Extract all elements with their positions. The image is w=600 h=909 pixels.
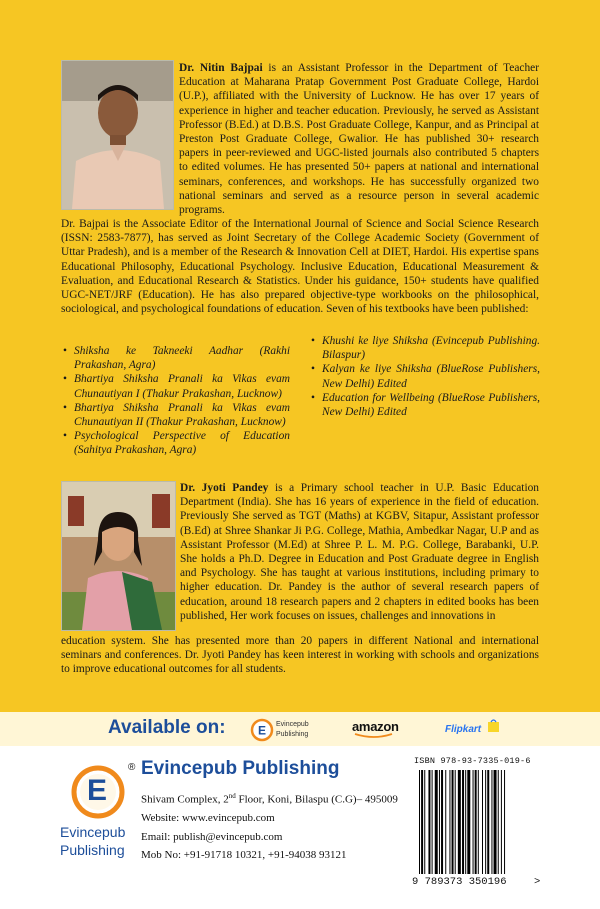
author1-bio-intro — [179, 61, 539, 217]
author2-photo — [61, 481, 176, 631]
barcode-bar — [462, 770, 464, 874]
books-list-right — [310, 334, 540, 419]
amazon-store-link[interactable] — [352, 718, 408, 740]
barcode-bar — [452, 770, 454, 874]
publisher-logo-letter: E — [87, 774, 108, 807]
isbn-digits: 9 789373 350196 — [412, 876, 507, 888]
flipkart-logo: Flipkart — [445, 724, 482, 735]
book-item: • Shiksha ke Takneeki Aadhar (Rakhi Prakashan, Agra) — [74, 344, 290, 372]
publisher-contact — [141, 789, 411, 863]
author1-bio-head: is an Assistant Professor in the Department of Teacher Education at Maharana Pratap Government Post Graduate College, Hardoi (U.P.), affiliated with the University of Lucknow. He has over 17 years of experience in higher and teacher education. Previously, he served as Assistant Professor (B.Ed.) at D.B.S. Post Graduate College, Kanpur, and as Principal at Preston Post Graduate College, Gwalior. He has published 30+ research papers in peer-reviewed and UGC-listed journals also contributed 5 chapters to edited volumes. He has presented 50+ papers at national and international seminars, conferences, and workshops. He has successfully organized two national seminars and served as a resource person in several academic programs. — [179, 62, 539, 217]
author2-bio-intro — [180, 481, 539, 623]
publisher-address: Shivam Complex, 2nd Floor, Koni, Bilaspu (C.G)– 495009 — [141, 792, 398, 806]
evincepub-store-link[interactable] — [250, 715, 330, 743]
author2-name: Dr. Jyoti Pandey — [180, 482, 269, 494]
author1-books-right — [310, 334, 540, 419]
publisher-website[interactable]: Website: www.evincepub.com — [141, 812, 275, 825]
evincepub-store-line1: Evincepub — [276, 721, 309, 728]
available-on-bar — [0, 712, 600, 746]
book-item: • Khushi ke liye Shiksha (Evincepub Publishing. Bilaspur) — [322, 334, 540, 362]
author2-bio-full-text: education system. She has presented more than 20 papers in different National and international seminars and conferences. Dr. Jyoti Pandey has keen interest in working with schools and organizations to improve educational outcomes for all students. — [61, 635, 539, 676]
publisher-logo-line1: Evincepub — [60, 824, 126, 840]
book-item: • Psychological Perspective of Education (Sahitya Prakashan, Agra) — [74, 429, 290, 457]
barcode-bar — [467, 770, 470, 874]
barcode-bar — [419, 770, 420, 874]
registered-mark: ® — [128, 762, 136, 773]
author1-bio-full — [61, 217, 539, 316]
barcode-bar — [473, 770, 474, 874]
barcode-bar — [498, 770, 499, 874]
publisher-logo — [58, 760, 138, 870]
barcode-bar — [432, 770, 433, 874]
author1-name: Dr. Nitin Bajpai — [179, 62, 263, 74]
evincepub-logo-icon — [250, 718, 274, 742]
book-item: • Bhartiya Shiksha Pranali ka Vikas evam Chunautiyan I (Thakur Prakashan, Lucknow) — [74, 372, 290, 400]
author2-bio-head: is a Primary school teacher in U.P. Basic Education Department (India). She has 16 years of experience in the field of education. Previously She served as TGT (Maths) at KGBV, Sitapur, Assistant professor (B.Ed) at Shree Shankar Ji P.G. College, Mathia, Ambedkar Nagar, U.P and as Assistant Professor (M.Ed) at Shree P. L. M. P.G. College, Barabanki, U.P. She holds a Ph.D. Degree in Education and Post Graduate degree in English and Psychology. She has taught at various institutions, including primary to higher education. Dr. Pandey is the author of several research papers of education, around 18 research papers and 2 chapters in edited books has been published, Her work focuses on issues, challenges and innovations in — [180, 482, 539, 622]
publisher-logo-line2: Publishing — [60, 842, 125, 858]
amazon-logo: amazon — [352, 719, 399, 734]
evincepub-store-line2: Publishing — [276, 731, 309, 738]
publisher-email[interactable]: Email: publish@evincepub.com — [141, 830, 283, 843]
isbn-label: ISBN 978-93-7335-019-6 — [414, 756, 531, 766]
author1-bio-full-text: Dr. Bajpai is the Associate Editor of the International Journal of Science and Social Science Research (ISSN: 2583-7877), has served as Joint Secretary of the College Academic Society (Government of Uttar Pradesh), and is a member of the Research & Innovation Cell at DIET, Hardoi. His expertise spans Educational Philosophy, Educational Psychology. Inclusive Education, Educational Measurement & Evaluation, and Educational Research & Statistics. Under his guidance, 150+ students have qualified UGC-NET/JRF (Education). He has also prepared objective-type workbooks on the philosophical, sociological, and psychological foundations of education. Seven of his textbooks have been published: — [61, 218, 539, 316]
book-item: • Bhartiya Shiksha Pranali ka Vikas evam Chunautiyan II (Thakur Prakashan, Lucknow) — [74, 401, 290, 429]
isbn-block — [412, 756, 544, 896]
barcode-bar — [501, 770, 502, 874]
barcode-bar — [435, 770, 438, 874]
barcode-bar — [458, 770, 461, 874]
barcode-bar — [465, 770, 466, 874]
barcode-bar — [485, 770, 486, 874]
book-item: • Kalyan ke liye Shiksha (BlueRose Publishers, New Delhi) Edited — [322, 362, 540, 390]
barcode-bar — [439, 770, 440, 874]
publisher-footer — [0, 746, 600, 909]
barcode-bar — [428, 770, 430, 874]
barcode-bar — [491, 770, 492, 874]
barcode-bar — [449, 770, 450, 874]
svg-text:E: E — [257, 723, 267, 738]
books-list-left — [62, 344, 290, 458]
book-item: • Education for Wellbeing (BlueRose Publishers, New Delhi) Edited — [322, 391, 540, 419]
barcode-bar — [478, 770, 479, 874]
barcode-bar — [421, 770, 423, 874]
barcode-bar — [504, 770, 505, 874]
isbn-barcode — [418, 770, 536, 874]
publisher-mobile: Mob No: +91-91718 10321, +91-94038 93121 — [141, 849, 347, 862]
barcode-bar — [487, 770, 489, 874]
publisher-name: Evincepub Publishing — [141, 758, 340, 779]
barcode-bar — [494, 770, 497, 874]
barcode-bar — [445, 770, 446, 874]
flipkart-bag-icon — [487, 719, 501, 733]
isbn-arrow: > — [534, 876, 541, 888]
author1-books-left — [62, 344, 290, 458]
author2-portrait-icon — [62, 482, 175, 630]
barcode-bar — [455, 770, 456, 874]
author1-photo — [61, 60, 174, 210]
barcode-bar — [475, 770, 477, 874]
available-on-label: Available on: — [108, 717, 226, 738]
flipkart-store-link[interactable] — [445, 719, 501, 739]
barcode-bar — [482, 770, 483, 874]
author1-portrait-icon — [62, 61, 173, 209]
amazon-smile-icon — [354, 733, 394, 739]
barcode-bar — [424, 770, 425, 874]
barcode-bar — [441, 770, 443, 874]
author2-bio-full — [61, 634, 539, 677]
